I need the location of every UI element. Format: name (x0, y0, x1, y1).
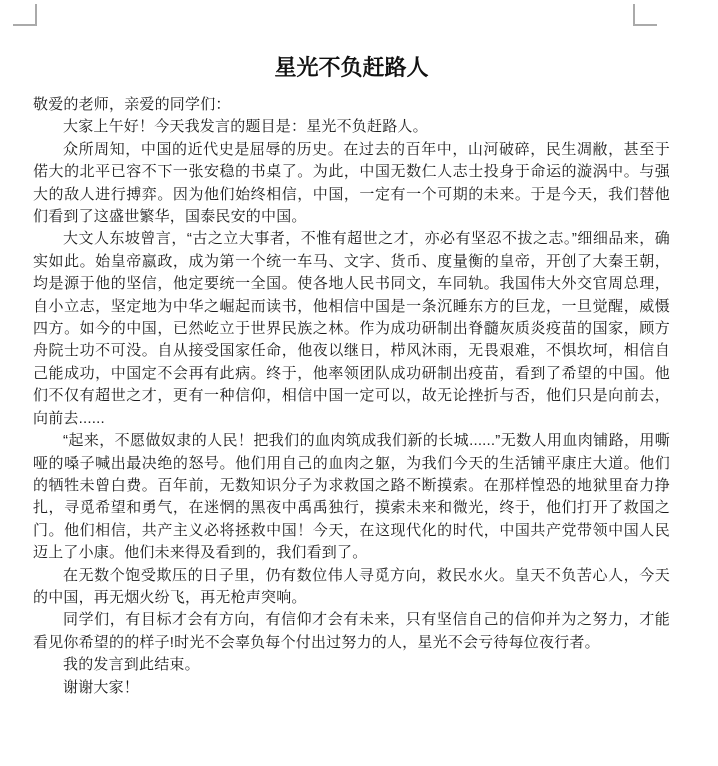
document-title[interactable]: 星光不负赶路人 (274, 55, 429, 80)
paragraph-greeting[interactable]: 敬爱的老师，亲爱的同学们： (33, 96, 231, 113)
paragraph-examples[interactable]: 大文人东坡曾言，“古之立大事者，不惟有超世之才，亦必有坚忍不拔之志。”细细品来，确实如此。始皇帝嬴政，成为第一个统一车马、文字、货币、度量衡的皇帝，开创了大秦王朝，均是源于他的坚信，他定要统一全国。使各地人民书同文，车同轨。我国伟大外交官周总理，自小立志，坚定地为中华之崛起而读书，他相信中国是一条沉睡东方的巨龙，一旦觉醒，威慑四方。如今的中国，已然屹立于世界民族之林。作为成功研制出脊髓灰质炎疫苗的国家，顾方舟院士功不可没。自从接受国家任命，他夜以继日，栉风沐雨，无畏艰难，不惧坎坷，相信自己能成功，中国定不会再有此病。终于，他率领团队成功研制出疫苗，看到了希望的中国。他们不仅有超世之才，更有一种信仰，相信中国一定可以，故无论挫折与否，他们只是向前去，向前去...... (33, 230, 670, 427)
document-body (33, 0, 670, 699)
paragraph-closing[interactable]: 我的发言到此结束。 (63, 656, 200, 674)
paragraph-anthem[interactable]: “起来，不愿做奴隶的人民！把我们的血肉筑成我们新的长城......”无数人用血肉铺路，用嘶哑的嗓子喊出最决绝的怒号。他们用自己的血肉之躯，为我们今天的生活铺平康庄大道。他们的牺牲未曾白费。百年前，无数知识分子为求救国之路不断摸索。在那样惶恐的地狱里奋力挣扎，寻觅希望和勇气，在迷惘的黑夜中禹禹独行，摸索未来和微光，终于，他们打开了救国之门。他们相信，共产主义必将拯救中国！今天，在这现代化的时代，中国共产党带领中国人民迈上了小康。他们未来得及看到的，我们看到了。 (33, 432, 670, 562)
paragraph-exhortation[interactable]: 同学们，有目标才会有方向，有信仰才会有未来，只有坚信自己的信仰并为之努力，才能看见你希望的的样子!时光不会辜负每个付出过努力的人，星光不会亏待每位夜行者。 (33, 611, 670, 651)
paragraph-thanks[interactable]: 谢谢大家！ (63, 678, 140, 696)
paragraph-opening[interactable]: 大家上午好！今天我发言的题目是：星光不负赶路人。 (63, 118, 428, 136)
paragraph-history[interactable]: 众所周知，中国的近代史是屈辱的历史。在过去的百年中，山河破碎，民生凋敝，甚至于偌大的北平已容不下一张安稳的书桌了。为此，中国无数仁人志士投身于命运的漩涡中。与强大的敌人进行搏弈。因为他们始终相信，中国，一定有一个可期的未来。于是今天，我们替他们看到了这盛世繁华，国泰民安的中国。 (33, 140, 670, 226)
paragraph-today[interactable]: 在无数个饱受欺压的日子里，仍有数位伟人寻觅方向，救民水火。皇天不负苦心人，今天的中国，再无烟火纷飞，再无枪声突响。 (33, 566, 670, 606)
